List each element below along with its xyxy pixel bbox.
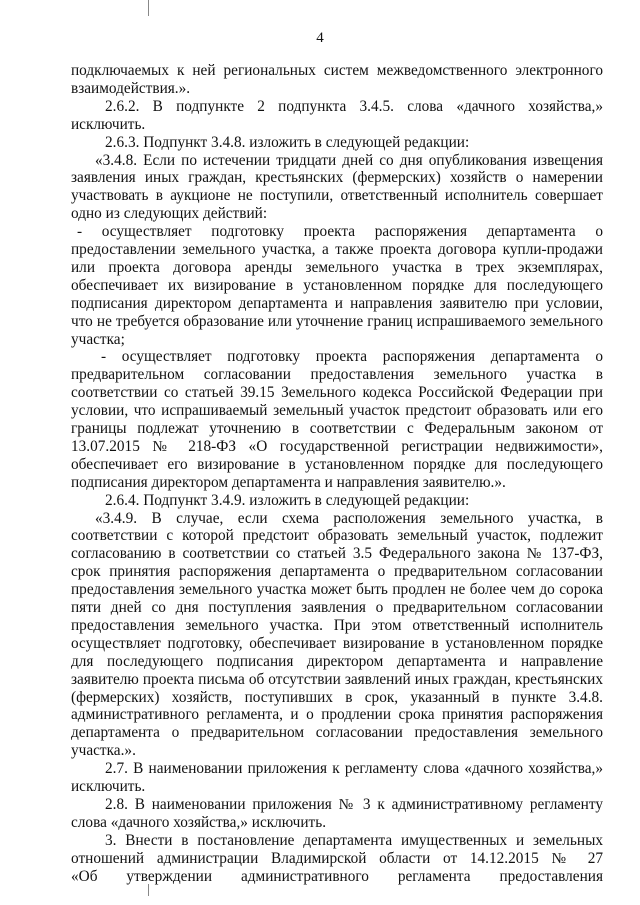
text-line: предоставления земельного участка. При этом ответственный исполнитель [71, 616, 603, 634]
scan-margin-mark-bottom [148, 884, 149, 896]
text-line: обеспечивает его визирование в установленном порядке для последующего [71, 455, 603, 473]
text-line: соответствии со статьей 39.15 Земельного кодекса Российской Федерации при [71, 384, 603, 402]
text-line: 2.6.4. Подпункт 3.4.9. изложить в следующей редакции: [105, 491, 470, 509]
text-line: заявления иных граждан, крестьянских (фермерских) хозяйств о намерении [71, 169, 603, 187]
text-line: границы подлежат уточнению в соответствии с Федеральным законом от [71, 420, 603, 437]
text-line: 2.8. В наименовании приложения № 3 к административному регламенту [105, 795, 603, 813]
text-line: согласованию в соответствии со статьей 3.5 Федерального закона № 137-ФЗ, [71, 545, 603, 563]
text-line: (фермерских) хозяйств, поступивших в срок, указанный в пункте 3.4.8. [71, 688, 603, 706]
text-line: участвовать в аукционе не поступили, ответственный исполнитель совершает [71, 187, 603, 205]
text-line: подписания директором департамента и направления заявителю.». [71, 473, 506, 491]
text-line: взаимодействия.». [71, 79, 191, 97]
text-line: 3. Внести в постановление департамента имущественных и земельных [105, 831, 603, 849]
text-line: заявителю проекта письма об отсутствии заявлений иных граждан, крестьянских [71, 670, 603, 688]
text-line: условии, что испрашиваемый земельный участок предстоит образовать или его [71, 402, 603, 420]
text-line: участка; [71, 330, 125, 348]
text-line: «Об утверждении административного регламента предоставления [71, 867, 603, 885]
text-line: исключить. [71, 115, 146, 133]
text-line: 2.7. В наименовании приложения к регламенту слова «дачного хозяйства,» [105, 760, 603, 778]
text-line: пяти дней со дня поступления заявления о предварительном согласовании [71, 599, 603, 616]
text-line: обеспечивает их визирование в установленном порядке для последующего [71, 276, 603, 294]
text-line: департамента о предварительном согласовании предоставления земельного [71, 724, 603, 742]
text-line: административного регламента, и о продлении срока принятия распоряжения [71, 706, 603, 724]
text-line: - осуществляет подготовку проекта распоряжения департамента о [101, 348, 603, 366]
text-line: 2.6.3. Подпункт 3.4.8. изложить в следующей редакции: [105, 133, 470, 151]
text-line: «3.4.8. Если по истечении тридцати дней со дня опубликования извещения [95, 151, 603, 169]
text-line: подключаемых к ней региональных систем межведомственного электронного [71, 62, 603, 79]
scan-margin-mark-top [148, 0, 149, 16]
text-line: для последующего подписания директором департамента и направление [71, 652, 603, 670]
text-line: отношений администрации Владимирской области от 14.12.2015 № 27 [71, 849, 603, 867]
text-line: «3.4.9. В случае, если схема расположения земельного участка, в [95, 509, 603, 527]
text-line: 2.6.2. В подпункте 2 подпункта 3.4.5. слова «дачного хозяйства,» [105, 97, 603, 115]
text-line: 13.07.2015 № 218-ФЗ «О государственной регистрации недвижимости», [71, 437, 603, 455]
text-line: или проекта договора аренды земельного участка в трех экземплярах, [71, 258, 603, 276]
text-line: что не требуется образование или уточнение границ испрашиваемого земельного [71, 312, 603, 330]
text-line: предварительном согласовании предоставления земельного участка в [71, 366, 603, 384]
text-line: предоставления земельного участка может быть продлен не более чем до сорока [71, 581, 603, 599]
text-line: одно из следующих действий: [71, 205, 268, 223]
text-line: срок принятия распоряжения департамента о предварительном согласовании [71, 563, 603, 581]
text-line: осуществляет подготовку, обеспечивает визирование в установленном порядке [71, 634, 603, 652]
text-line: - осуществляет подготовку проекта распоряжения департамента о [77, 223, 603, 241]
page-number: 4 [316, 30, 324, 46]
text-line: соответствии с которой предстоит образовать земельный участок, подлежит [71, 527, 603, 545]
text-line: подписания директором департамента и направления заявителю при условии, [71, 294, 603, 312]
text-line: предоставлении земельного участка, а также проекта договора купли-продажи [71, 241, 603, 258]
text-line: участка.». [71, 742, 136, 760]
text-line: исключить. [71, 778, 146, 795]
text-line: слова «дачного хозяйства,» исключить. [71, 813, 327, 831]
